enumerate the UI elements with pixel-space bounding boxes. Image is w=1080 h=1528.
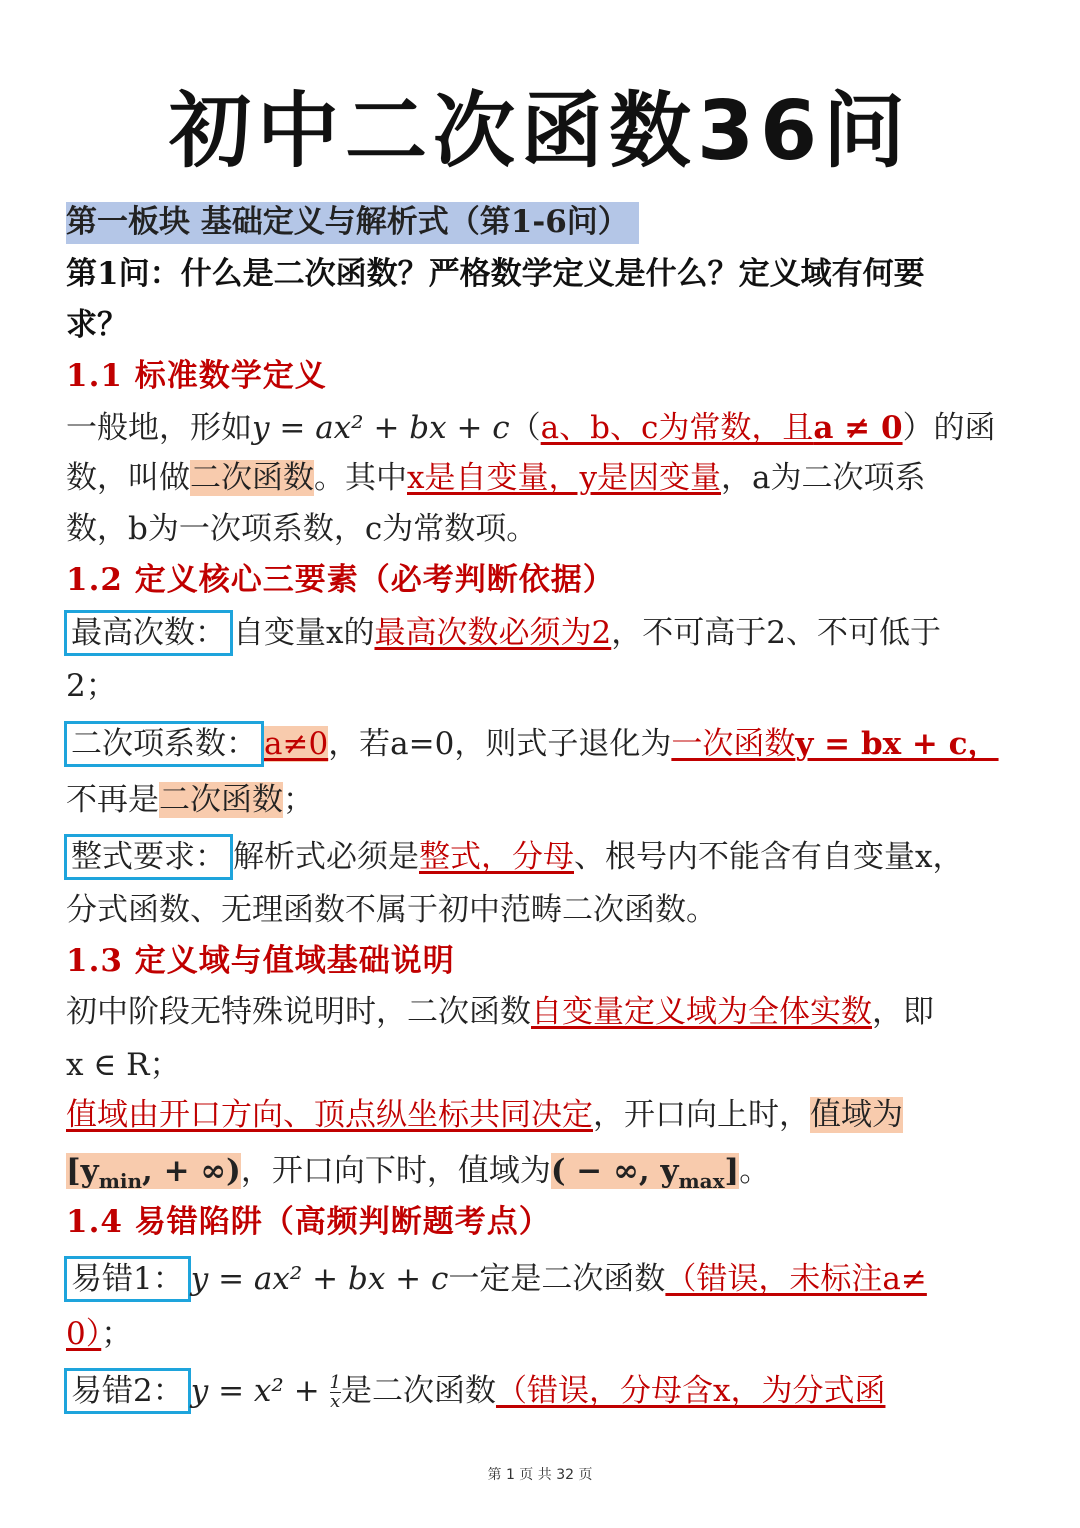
question-1-line1: 第1问：什么是二次函数？严格数学定义是什么？定义域有何要	[66, 256, 925, 292]
pitfall-2: 易错2： y = x² + $\frac{1}{x}$ 是二次函数（错误，分母含x，为分式函	[66, 1368, 885, 1414]
label-box: 最高次数：	[64, 610, 233, 656]
subheading-1-3: 1.3 定义域与值域基础说明	[66, 943, 455, 979]
label-box: 整式要求：	[64, 834, 233, 880]
section-heading: 第一板块 基础定义与解析式（第1-6问）	[66, 202, 639, 242]
definition-line2: 数，叫做二次函数。其中x是自变量，y是因变量，a为二次项系	[66, 460, 926, 496]
pitfall-1-cont: 0）；	[66, 1316, 133, 1352]
label-box: 二次项系数：	[64, 721, 264, 767]
subheading-1-4: 1.4 易错陷阱（高频判断题考点）	[66, 1204, 551, 1240]
domain-line2: x ∈ R；	[66, 1047, 181, 1083]
page-title: 初中二次函数36问	[168, 84, 912, 179]
subheading-1-2: 1.2 定义核心三要素（必考判断依据）	[66, 562, 615, 598]
page-number: 第 1 页 共 32 页	[487, 1467, 593, 1483]
element-quadratic-coefficient-cont: 不再是二次函数；	[66, 782, 314, 818]
range-line1: 值域由开口方向、顶点纵坐标共同决定，开口向上时，值域为	[66, 1097, 903, 1133]
label-box: 易错1：	[64, 1256, 191, 1302]
subheading-1-1: 1.1 标准数学定义	[66, 358, 327, 394]
element-polynomial-cont: 分式函数、无理函数不属于初中范畴二次函数。	[66, 892, 717, 928]
element-highest-degree: 最高次数： 自变量x的最高次数必须为2，不可高于2、不可低于	[66, 610, 941, 656]
formula: y = ax² + bx + c	[252, 410, 510, 446]
fraction: $\frac{1}{x}$	[329, 1372, 341, 1412]
element-polynomial: 整式要求： 解析式必须是整式，分母、根号内不能含有自变量x，	[66, 834, 963, 880]
element-highest-degree-cont: 2；	[66, 668, 117, 704]
label-box: 易错2：	[64, 1368, 191, 1414]
range-line2: [$y_{min}$, + ∞)，开口向下时，值域为( − ∞, $y_{max}$]。	[66, 1153, 771, 1194]
definition-line1: 一般地，形如y = ax² + bx + c（a、b、c为常数，且a ≠ 0）的函	[66, 410, 996, 446]
pitfall-1: 易错1： y = ax² + bx + c一定是二次函数（错误，未标注a≠	[66, 1256, 927, 1302]
domain-line1: 初中阶段无特殊说明时，二次函数自变量定义域为全体实数，即	[66, 994, 934, 1030]
definition-line3: 数，b为一次项系数，c为常数项。	[66, 511, 538, 547]
question-1-line2: 求？	[66, 307, 128, 343]
element-quadratic-coefficient: 二次项系数： a≠0，若a=0，则式子退化为一次函数y = bx + c，	[66, 721, 999, 767]
